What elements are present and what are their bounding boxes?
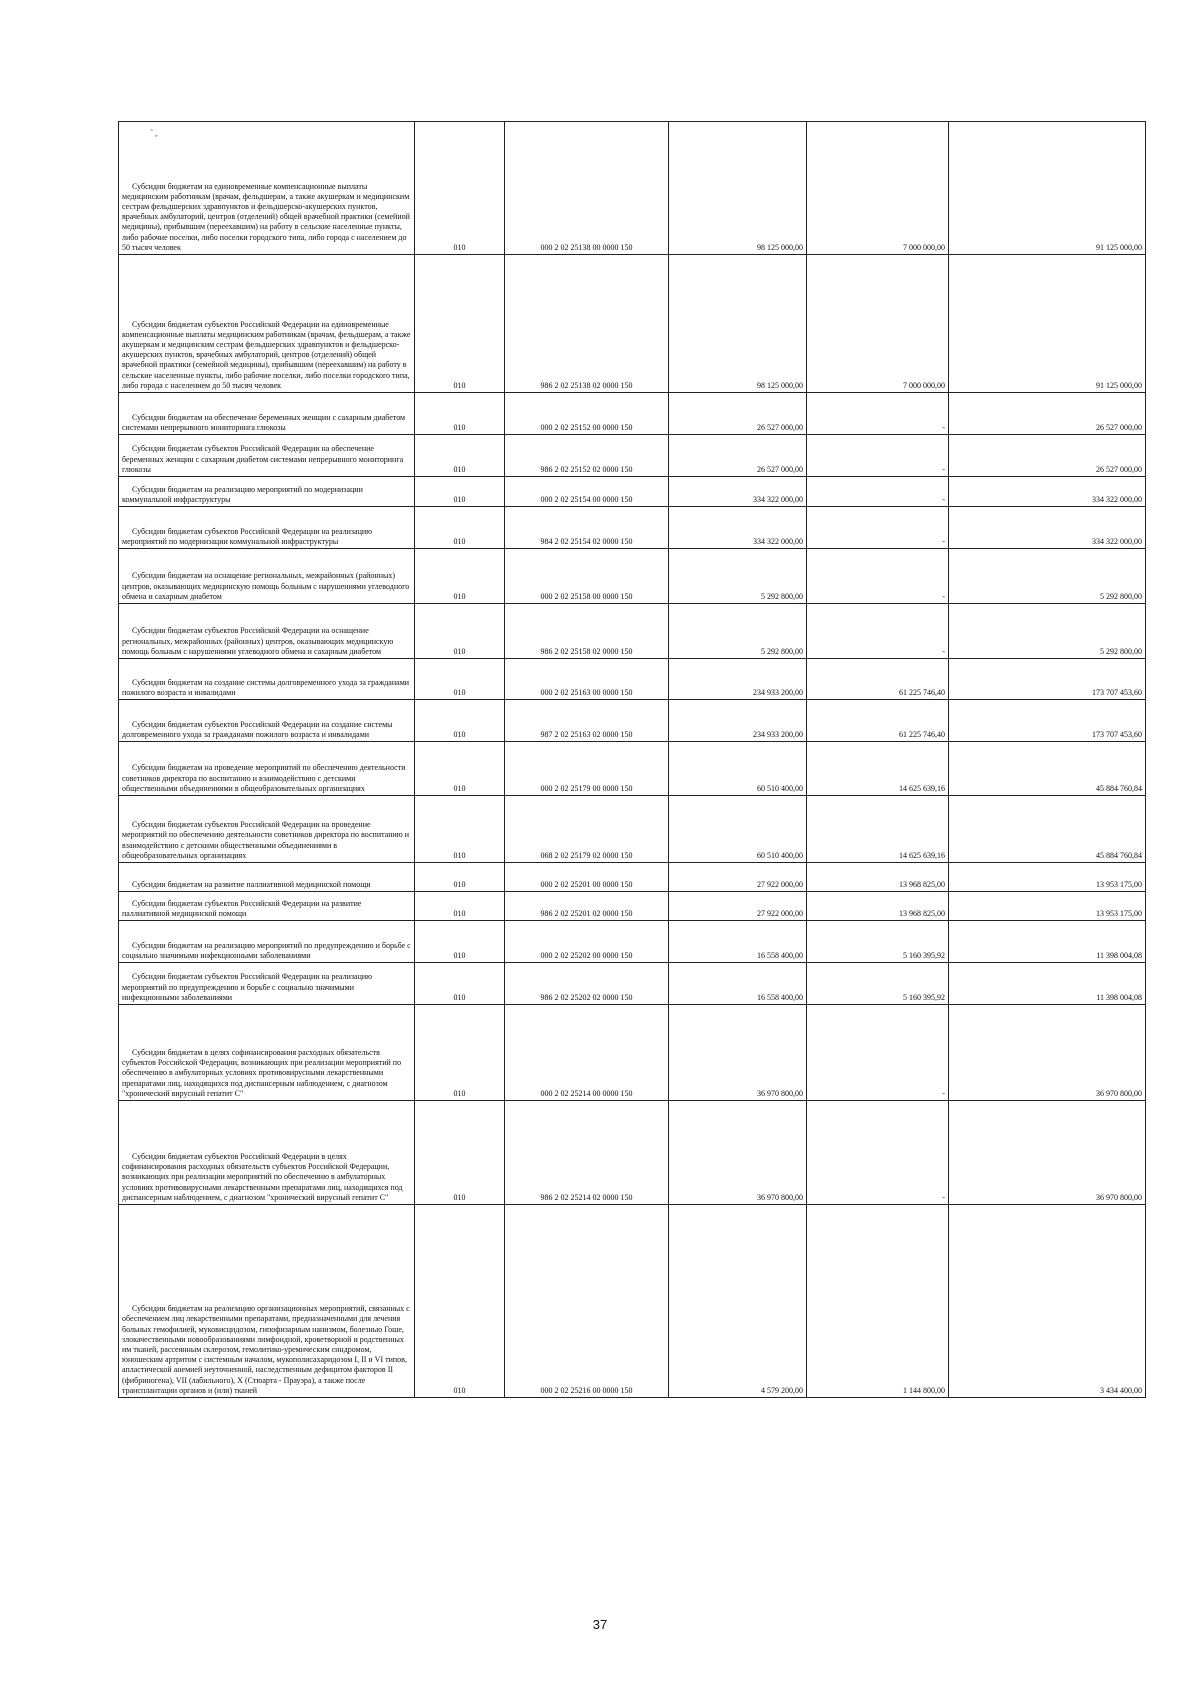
row-planned-amount: 5 292 800,00 bbox=[669, 604, 807, 659]
row-planned-amount: 16 558 400,00 bbox=[669, 921, 807, 963]
row-name: Субсидии бюджетам на единовременные компенсационные выплаты медицинским работникам (врачам, фельдшерам, а также акушеркам и медицинским сестрам фельдшерских здравпунктов и фельдшерско-акушерских пунктов, врачебных амбулаторий, центров (отделений) общей врачебной практики (семейной медицины), прибывшим (переехавшим) на работу в сельские населенные пункты, либо рабочие поселки, либо поселки городского типа, либо города с населением до 50 тысяч человек bbox=[119, 122, 415, 255]
table-row bbox=[119, 477, 1146, 507]
row-planned-amount: 4 579 200,00 bbox=[669, 1205, 807, 1398]
budget-table bbox=[118, 121, 1146, 1398]
row-remaining-amount: 45 884 760,84 bbox=[949, 796, 1146, 863]
row-budget-code: 986 2 02 25152 02 0000 150 bbox=[505, 435, 669, 477]
row-line-code: 010 bbox=[415, 700, 505, 742]
row-budget-code: 000 2 02 25201 00 0000 150 bbox=[505, 863, 669, 892]
row-budget-code: 000 2 02 25216 00 0000 150 bbox=[505, 1205, 669, 1398]
table-row bbox=[119, 604, 1146, 659]
row-name: Субсидии бюджетам на обеспечение беременных женщин с сахарным диабетом системами непрерывного мониторинга глюкозы bbox=[119, 393, 415, 435]
row-name: Субсидии бюджетам на реализацию мероприятий по предупреждению и борьбе с социально значимыми инфекционными заболеваниями bbox=[119, 921, 415, 963]
row-remaining-amount: 3 434 400,00 bbox=[949, 1205, 1146, 1398]
row-line-code: 010 bbox=[415, 255, 505, 393]
row-executed-amount: 7 000 000,00 bbox=[807, 255, 949, 393]
row-remaining-amount: 13 953 175,00 bbox=[949, 892, 1146, 921]
row-name: Субсидии бюджетам субъектов Российской Федерации на реализацию мероприятий по модернизации коммунальной инфраструктуры bbox=[119, 507, 415, 549]
row-planned-amount: 234 933 200,00 bbox=[669, 659, 807, 700]
row-name: Субсидии бюджетам субъектов Российской Федерации в целях софинансирования расходных обязательств субъектов Российской Федерации, возникающих при реализации мероприятий по обеспечению в амбулаторных условиях противовирусными лекарственными препаратами лиц, находящихся под диспансерным наблюдением, с диагнозом "хронический вирусный гепатит C" bbox=[119, 1101, 415, 1205]
row-budget-code: 000 2 02 25154 00 0000 150 bbox=[505, 477, 669, 507]
table-row bbox=[119, 255, 1146, 393]
row-name: Субсидии бюджетам на оснащение региональных, межрайонных (районных) центров, оказывающих медицинскую помощь больным с нарушениями углеводного обмена и сахарным диабетом bbox=[119, 549, 415, 604]
table-row bbox=[119, 1005, 1146, 1101]
row-remaining-amount: 45 884 760,84 bbox=[949, 742, 1146, 796]
table-row bbox=[119, 393, 1146, 435]
page-number: 37 bbox=[592, 1617, 608, 1632]
row-budget-code: 000 2 02 25202 00 0000 150 bbox=[505, 921, 669, 963]
row-remaining-amount: 36 970 800,00 bbox=[949, 1005, 1146, 1101]
row-executed-amount: - bbox=[807, 1101, 949, 1205]
table-row bbox=[119, 921, 1146, 963]
table-row bbox=[119, 863, 1146, 892]
row-remaining-amount: 334 322 000,00 bbox=[949, 507, 1146, 549]
row-budget-code: 000 2 02 25163 00 0000 150 bbox=[505, 659, 669, 700]
row-planned-amount: 334 322 000,00 bbox=[669, 477, 807, 507]
row-line-code: 010 bbox=[415, 1005, 505, 1101]
pen-mark: ˜ ₑ bbox=[150, 128, 158, 138]
row-line-code: 010 bbox=[415, 507, 505, 549]
row-remaining-amount: 11 398 004,08 bbox=[949, 963, 1146, 1005]
row-budget-code: 987 2 02 25163 02 0000 150 bbox=[505, 700, 669, 742]
row-name: Субсидии бюджетам в целях софинансирования расходных обязательств субъектов Российской Федерации, возникающих при реализации мероприятий по обеспечению в амбулаторных условиях противовирусными лекарственными препаратами лиц, находящихся под диспансерным наблюдением, с диагнозом "хронический вирусный гепатит C" bbox=[119, 1005, 415, 1101]
row-planned-amount: 36 970 800,00 bbox=[669, 1005, 807, 1101]
table-row bbox=[119, 1101, 1146, 1205]
row-planned-amount: 234 933 200,00 bbox=[669, 700, 807, 742]
row-name: Субсидии бюджетам на создание системы долговременного ухода за гражданами пожилого возраста и инвалидами bbox=[119, 659, 415, 700]
table-row bbox=[119, 1205, 1146, 1398]
row-name: Субсидии бюджетам на проведение мероприятий по обеспечению деятельности советников директора по воспитанию и взаимодействию с детскими общественными объединениями в общеобразовательных организациях bbox=[119, 742, 415, 796]
table-row bbox=[119, 892, 1146, 921]
row-remaining-amount: 11 398 004,08 bbox=[949, 921, 1146, 963]
row-executed-amount: 1 144 800,00 bbox=[807, 1205, 949, 1398]
row-executed-amount: - bbox=[807, 507, 949, 549]
row-executed-amount: 61 225 746,40 bbox=[807, 659, 949, 700]
row-budget-code: 000 2 02 25158 00 0000 150 bbox=[505, 549, 669, 604]
row-budget-code: 000 2 02 25138 00 0000 150 bbox=[505, 122, 669, 255]
row-name: Субсидии бюджетам субъектов Российской Федерации на проведение мероприятий по обеспечению деятельности советников директора по воспитанию и взаимодействию с детскими общественными объединениями в общеобразовательных организациях bbox=[119, 796, 415, 863]
row-line-code: 010 bbox=[415, 742, 505, 796]
row-budget-code: 000 2 02 25152 00 0000 150 bbox=[505, 393, 669, 435]
document-page bbox=[118, 121, 1145, 1398]
row-executed-amount: 5 160 395,92 bbox=[807, 921, 949, 963]
row-executed-amount: - bbox=[807, 549, 949, 604]
row-line-code: 010 bbox=[415, 604, 505, 659]
row-executed-amount: - bbox=[807, 477, 949, 507]
table-row bbox=[119, 742, 1146, 796]
row-name: Субсидии бюджетам субъектов Российской Федерации на оснащение региональных, межрайонных (районных) центров, оказывающих медицинскую помощь больным с нарушениями углеводного обмена и сахарным диабетом bbox=[119, 604, 415, 659]
row-line-code: 010 bbox=[415, 863, 505, 892]
row-remaining-amount: 334 322 000,00 bbox=[949, 477, 1146, 507]
row-name: Субсидии бюджетам субъектов Российской Федерации на реализацию мероприятий по предупреждению и борьбе с социально значимыми инфекционными заболеваниями bbox=[119, 963, 415, 1005]
row-planned-amount: 60 510 400,00 bbox=[669, 796, 807, 863]
row-planned-amount: 16 558 400,00 bbox=[669, 963, 807, 1005]
row-remaining-amount: 173 707 453,60 bbox=[949, 700, 1146, 742]
row-planned-amount: 334 322 000,00 bbox=[669, 507, 807, 549]
row-line-code: 010 bbox=[415, 122, 505, 255]
table-row bbox=[119, 122, 1146, 255]
row-budget-code: 986 2 02 25201 02 0000 150 bbox=[505, 892, 669, 921]
row-budget-code: 068 2 02 25179 02 0000 150 bbox=[505, 796, 669, 863]
row-planned-amount: 26 527 000,00 bbox=[669, 393, 807, 435]
row-remaining-amount: 26 527 000,00 bbox=[949, 393, 1146, 435]
row-line-code: 010 bbox=[415, 963, 505, 1005]
row-name: Субсидии бюджетам субъектов Российской Федерации на развитие паллиативной медицинской помощи bbox=[119, 892, 415, 921]
table-row bbox=[119, 507, 1146, 549]
row-name: Субсидии бюджетам на реализацию мероприятий по модернизации коммунальной инфраструктуры bbox=[119, 477, 415, 507]
row-line-code: 010 bbox=[415, 1205, 505, 1398]
row-name: Субсидии бюджетам на реализацию организационных мероприятий, связанных с обеспечением лиц лекарственными препаратами, предназначенными для лечения больных гемофилией, муковисцидозом, гипофизарным нанизмом, болезнью Гоше, злокачественными новообразованиями лимфоидной, кроветворной и родственных им тканей, рассеянным склерозом, гемолитико-уремическим синдромом, юношеским артритом с системным началом, мукополисахаридозом I, II и VI типов, апластической анемией неуточненной, наследственным дефицитом факторов II (фибриногена), VII (лабильного), X (Стюарта - Прауэра), а также после трансплантации органов и (или) тканей bbox=[119, 1205, 415, 1398]
row-line-code: 010 bbox=[415, 477, 505, 507]
row-planned-amount: 27 922 000,00 bbox=[669, 892, 807, 921]
row-budget-code: 000 2 02 25214 00 0000 150 bbox=[505, 1005, 669, 1101]
row-planned-amount: 26 527 000,00 bbox=[669, 435, 807, 477]
row-executed-amount: 13 968 825,00 bbox=[807, 892, 949, 921]
row-executed-amount: 14 625 639,16 bbox=[807, 742, 949, 796]
table-row bbox=[119, 700, 1146, 742]
row-name: Субсидии бюджетам субъектов Российской Федерации на создание системы долговременного ухода за гражданами пожилого возраста и инвалидами bbox=[119, 700, 415, 742]
row-planned-amount: 60 510 400,00 bbox=[669, 742, 807, 796]
row-line-code: 010 bbox=[415, 796, 505, 863]
row-budget-code: 000 2 02 25179 00 0000 150 bbox=[505, 742, 669, 796]
row-budget-code: 986 2 02 25138 02 0000 150 bbox=[505, 255, 669, 393]
row-remaining-amount: 13 953 175,00 bbox=[949, 863, 1146, 892]
row-budget-code: 986 2 02 25202 02 0000 150 bbox=[505, 963, 669, 1005]
row-budget-code: 986 2 02 25214 02 0000 150 bbox=[505, 1101, 669, 1205]
row-executed-amount: - bbox=[807, 435, 949, 477]
row-line-code: 010 bbox=[415, 892, 505, 921]
row-remaining-amount: 26 527 000,00 bbox=[949, 435, 1146, 477]
row-planned-amount: 27 922 000,00 bbox=[669, 863, 807, 892]
row-budget-code: 984 2 02 25154 02 0000 150 bbox=[505, 507, 669, 549]
row-name: Субсидии бюджетам на развитие паллиативной медицинской помощи bbox=[119, 863, 415, 892]
row-executed-amount: 61 225 746,40 bbox=[807, 700, 949, 742]
row-planned-amount: 98 125 000,00 bbox=[669, 122, 807, 255]
row-line-code: 010 bbox=[415, 921, 505, 963]
row-remaining-amount: 5 292 800,00 bbox=[949, 549, 1146, 604]
row-line-code: 010 bbox=[415, 435, 505, 477]
row-executed-amount: - bbox=[807, 393, 949, 435]
row-planned-amount: 98 125 000,00 bbox=[669, 255, 807, 393]
row-remaining-amount: 91 125 000,00 bbox=[949, 255, 1146, 393]
row-executed-amount: - bbox=[807, 1005, 949, 1101]
row-executed-amount: - bbox=[807, 604, 949, 659]
row-line-code: 010 bbox=[415, 1101, 505, 1205]
row-remaining-amount: 5 292 800,00 bbox=[949, 604, 1146, 659]
row-executed-amount: 13 968 825,00 bbox=[807, 863, 949, 892]
table-row bbox=[119, 963, 1146, 1005]
table-row bbox=[119, 435, 1146, 477]
table-row bbox=[119, 659, 1146, 700]
table-row bbox=[119, 796, 1146, 863]
row-line-code: 010 bbox=[415, 659, 505, 700]
table-body bbox=[119, 122, 1146, 1398]
row-executed-amount: 5 160 395,92 bbox=[807, 963, 949, 1005]
row-remaining-amount: 173 707 453,60 bbox=[949, 659, 1146, 700]
row-planned-amount: 36 970 800,00 bbox=[669, 1101, 807, 1205]
row-remaining-amount: 91 125 000,00 bbox=[949, 122, 1146, 255]
row-name: Субсидии бюджетам субъектов Российской Федерации на обеспечение беременных женщин с сахарным диабетом системами непрерывного мониторинга глюкозы bbox=[119, 435, 415, 477]
row-name: Субсидии бюджетам субъектов Российской Федерации на единовременные компенсационные выплаты медицинским работникам (врачам, фельдшерам, а также акушеркам и медицинским сестрам фельдшерских здравпунктов и фельдшерско-акушерских пунктов, врачебных амбулаторий, центров (отделений) общей врачебной практики (семейной медицины), прибывшим (переехавшим) на работу в сельские населенные пункты, либо рабочие поселки, либо поселки городского типа, либо города с населением до 50 тысяч человек bbox=[119, 255, 415, 393]
row-planned-amount: 5 292 800,00 bbox=[669, 549, 807, 604]
row-executed-amount: 7 000 000,00 bbox=[807, 122, 949, 255]
row-budget-code: 986 2 02 25158 02 0000 150 bbox=[505, 604, 669, 659]
row-remaining-amount: 36 970 800,00 bbox=[949, 1101, 1146, 1205]
row-line-code: 010 bbox=[415, 549, 505, 604]
table-row bbox=[119, 549, 1146, 604]
row-line-code: 010 bbox=[415, 393, 505, 435]
row-executed-amount: 14 625 639,16 bbox=[807, 796, 949, 863]
